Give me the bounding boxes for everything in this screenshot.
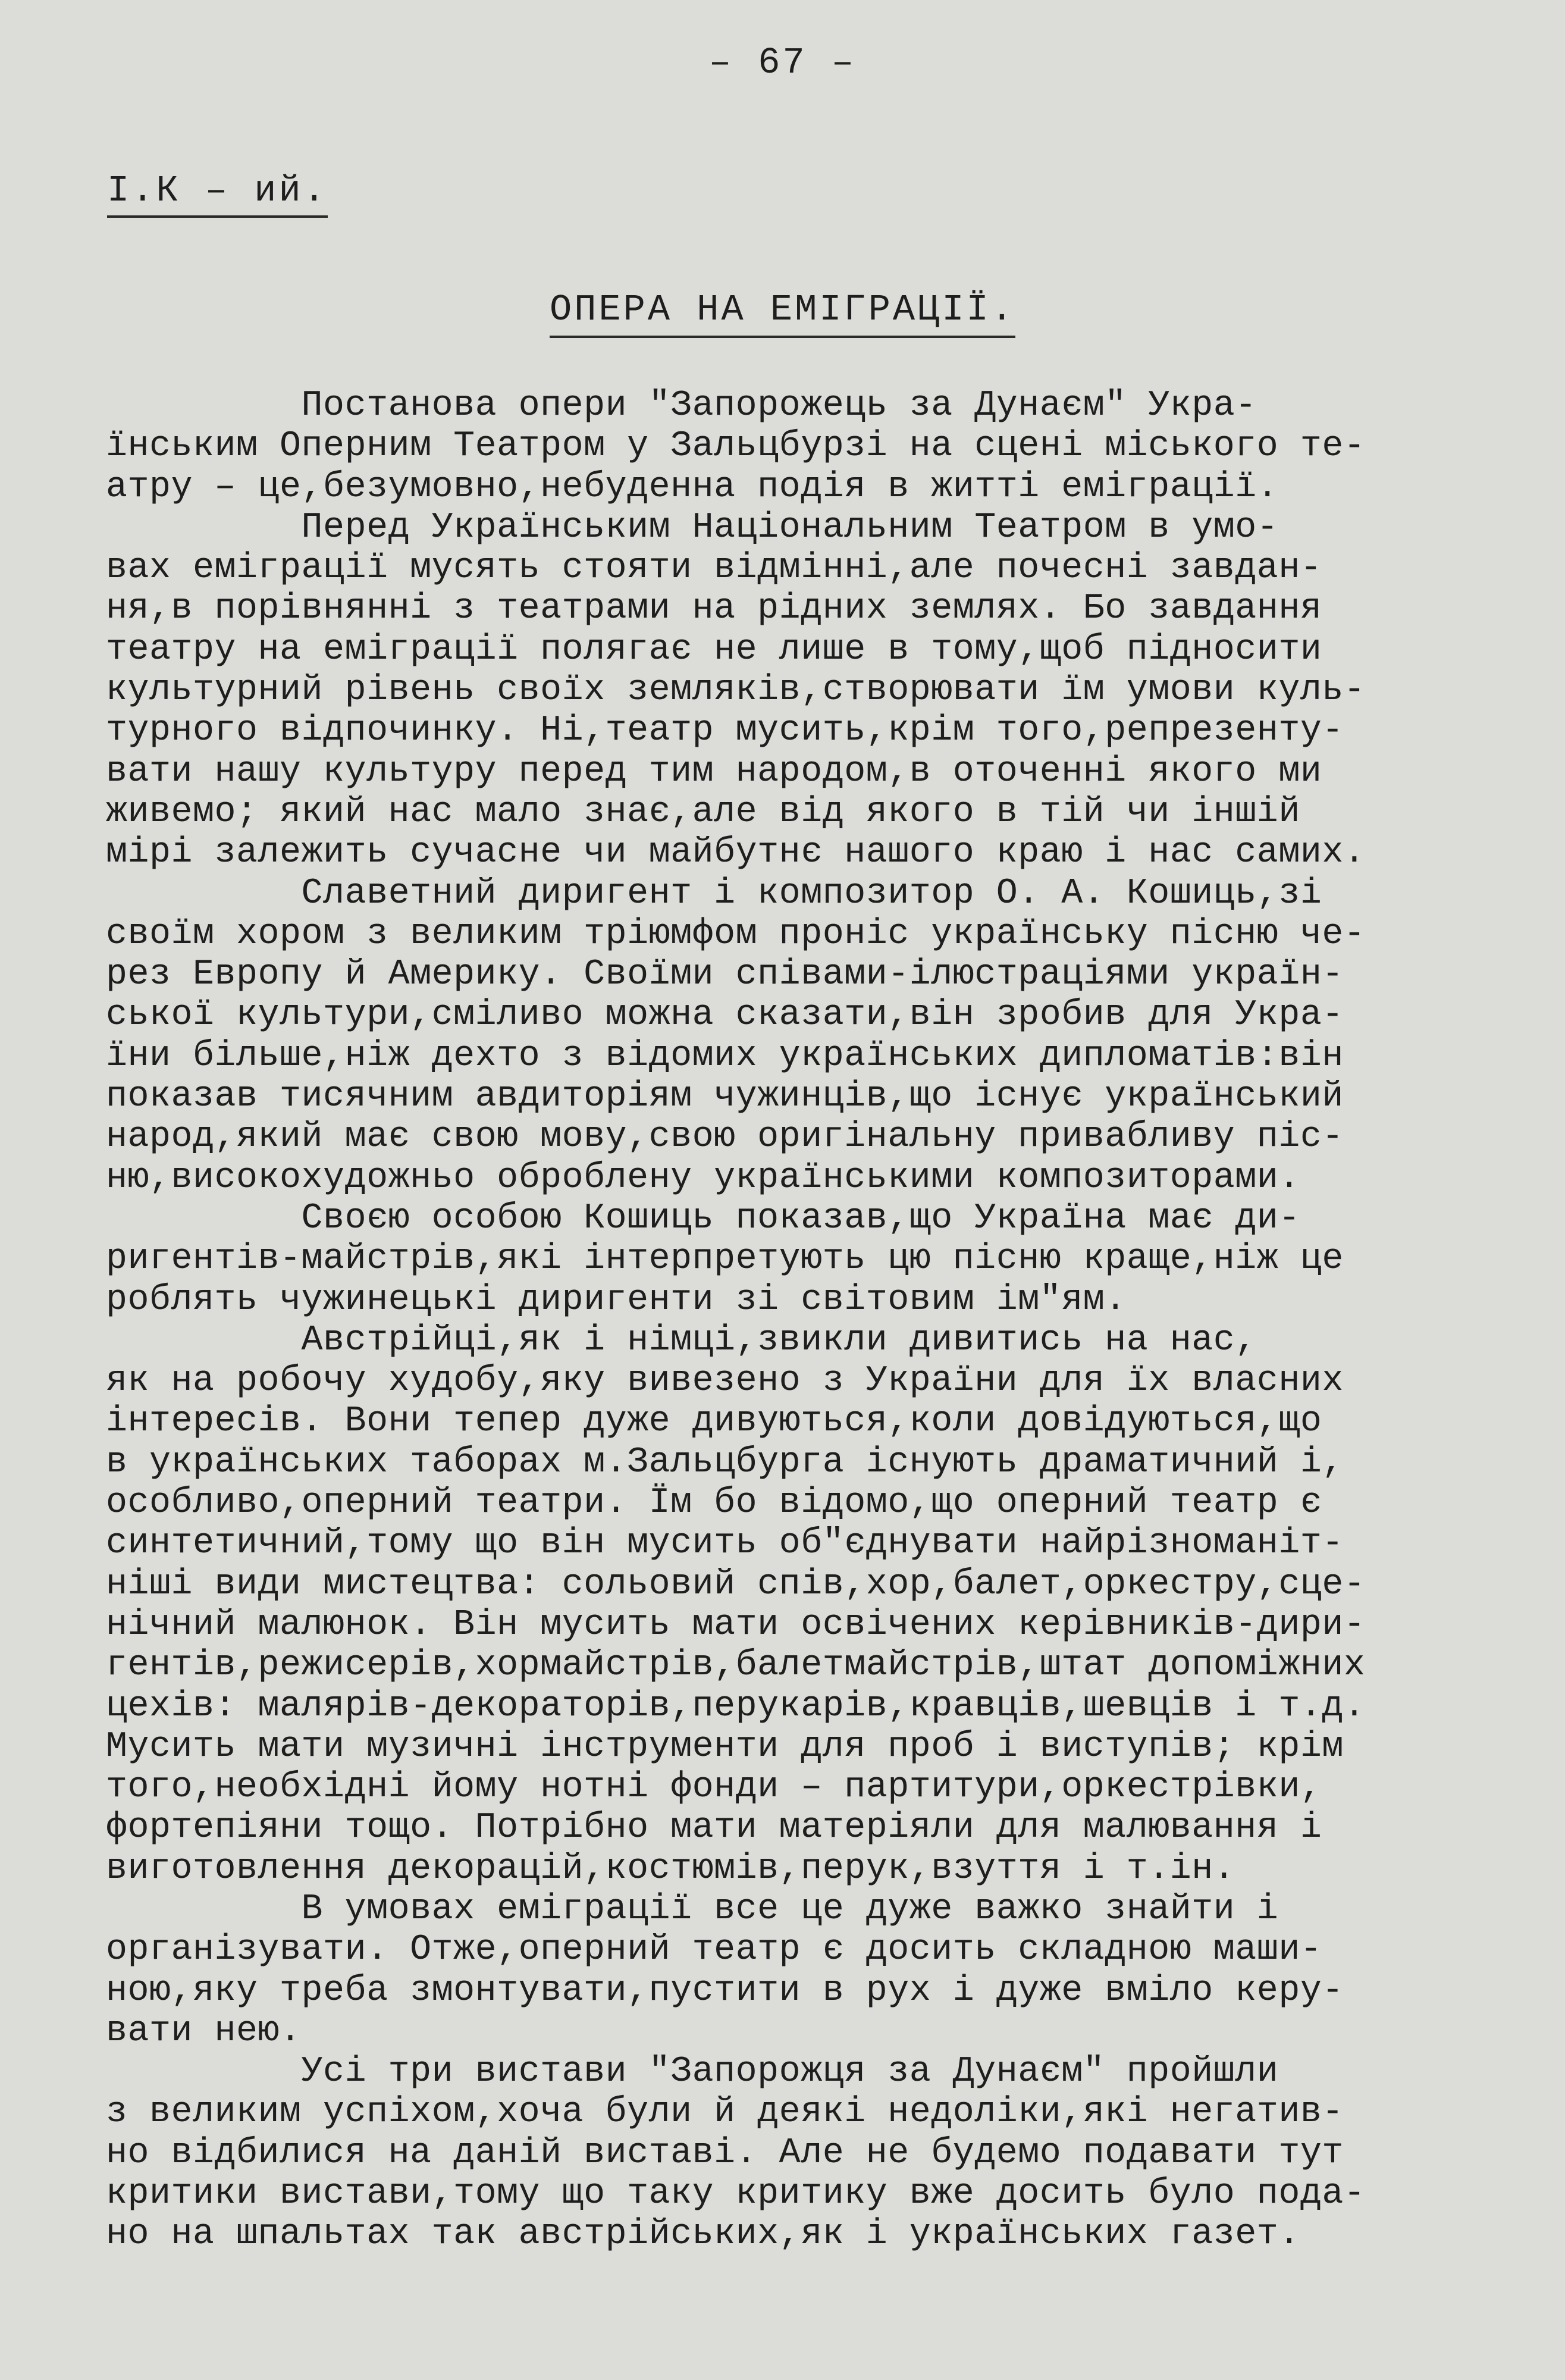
text-line: Мусить мати музичні інструменти для проб і виступів; крім [106,1726,1344,1767]
text-line: роблять чужинецькі диригенти зі світовим ім"ям. [106,1279,1127,1320]
text-line: ніші види мистецтва: сольовий спів,хор,балет,оркестру,сце- [106,1564,1366,1605]
text-line: рез Европу й Америку. Своїми співами-ілюстраціями україн- [106,954,1344,995]
text-line: в українських таборах м.Зальцбурга існують драматичний і, [106,1442,1344,1483]
text-line: того,необхідні йому нотні фонди – партитури,оркестрівки, [106,1767,1322,1808]
text-line: особливо,оперний театри. Їм бо відомо,що оперний театр є [106,1483,1322,1524]
text-line: цехів: малярів-декораторів,перукарів,кравців,шевців і т.д. [106,1686,1366,1727]
text-line: ня,в порівнянні з театрами на рідних землях. Бо завдання [106,588,1322,630]
text-line: Постанова опери "Запорожець за Дунаєм" Укра- [106,386,1257,426]
text-line: театру на еміграції полягає не лише в тому,щоб підносити [106,629,1322,670]
page-number: – 67 – [708,42,857,84]
text-line: синтетичний,тому що він мусить об"єднувати найрізноманіт- [106,1523,1344,1564]
text-line: їни більше,ніж дехто з відомих українських дипломатів:він [106,1035,1344,1076]
text-line: В умовах еміграції все це дуже важко знайти і [106,1889,1279,1930]
text-line: атру – це,безумовно,небуденна подія в житті еміграції. [106,466,1279,508]
article-body [106,386,1498,2255]
text-line: як на робочу худобу,яку вивезено з України для їх власних [106,1361,1344,1402]
text-line: Усі три вистави "Запорожця за Дунаєм" пройшли [106,2052,1279,2093]
text-line: Перед Українським Національним Театром в умо- [106,507,1279,548]
text-line: показав тисячним авдиторіям чужинців,що існує український [106,1076,1344,1117]
text-line: виготовлення декорацій,костюмів,перук,взуття і т.ін. [106,1848,1235,1889]
text-line: турного відпочинку. Ні,театр мусить,крім того,репрезенту- [106,710,1344,751]
author-initials: І.К – ий. [107,170,328,218]
text-line: гентів,режисерів,хормайстрів,балетмайстрів,штат допоміжних [106,1645,1366,1686]
text-line: їнським Оперним Театром у Зальцбурзі на сцені міського те- [106,426,1366,467]
text-line: живемо; який нас мало знає,але від якого в тій чи іншій [106,791,1300,832]
text-line: фортепіяни тощо. Потрібно мати матеріяли для малювання і [106,1808,1322,1849]
text-line: ню,високохудожньо оброблену українськими композиторами. [106,1157,1300,1198]
text-line: нічний малюнок. Він мусить мати освічених керівників-дири- [106,1604,1366,1645]
text-line: культурний рівень своїх земляків,створювати їм умови куль- [106,670,1366,711]
text-line: Своєю особою Кошиць показав,що Україна має ди- [106,1198,1300,1239]
text-line: но на шпальтах так австрійських,як і українських газет. [106,2214,1300,2255]
text-line: своїм хором з великим тріюмфом проніс українську пісню че- [106,913,1366,954]
text-line: з великим успіхом,хоча були й деякі недоліки,які негатив- [106,2092,1344,2133]
text-line: народ,який має свою мову,свою оригінальну привабливу піс- [106,1117,1344,1158]
text-line: мірі залежить сучасне чи майбутнє нашого краю і нас самих. [106,832,1366,873]
text-line: ригентів-майстрів,які інтерпретують цю пісню краще,ніж це [106,1239,1344,1280]
text-line: вати нею. [106,2011,302,2052]
text-line: інтересів. Вони тепер дуже дивуються,коли довідуються,що [106,1401,1322,1442]
text-line: Славетний диригент і композитор О. А. Кошиць,зі [106,873,1322,914]
text-line: критики вистави,тому що таку критику вже досить було пода- [106,2174,1366,2215]
text-line: но відбилися на даній виставі. Але не будемо подавати тут [106,2132,1344,2174]
text-line: організувати. Отже,оперний театр є досить складною маши- [106,1930,1322,1971]
text-line: вах еміграції мусять стояти відмінні,але почесні завдан- [106,548,1322,589]
article-title [0,289,1565,331]
text-line: ської культури,сміливо можна сказати,він зробив для Укра- [106,995,1344,1036]
text-line: ною,яку треба змонтувати,пустити в рух і дуже вміло керу- [106,1970,1344,2011]
article-title-text: ОПЕРА НА ЕМІГРАЦІЇ. [550,289,1015,338]
text-line: вати нашу культуру перед тим народом,в оточенні якого ми [106,751,1322,792]
text-line: Австрійці,як і німці,звикли дивитись на нас, [106,1320,1257,1361]
